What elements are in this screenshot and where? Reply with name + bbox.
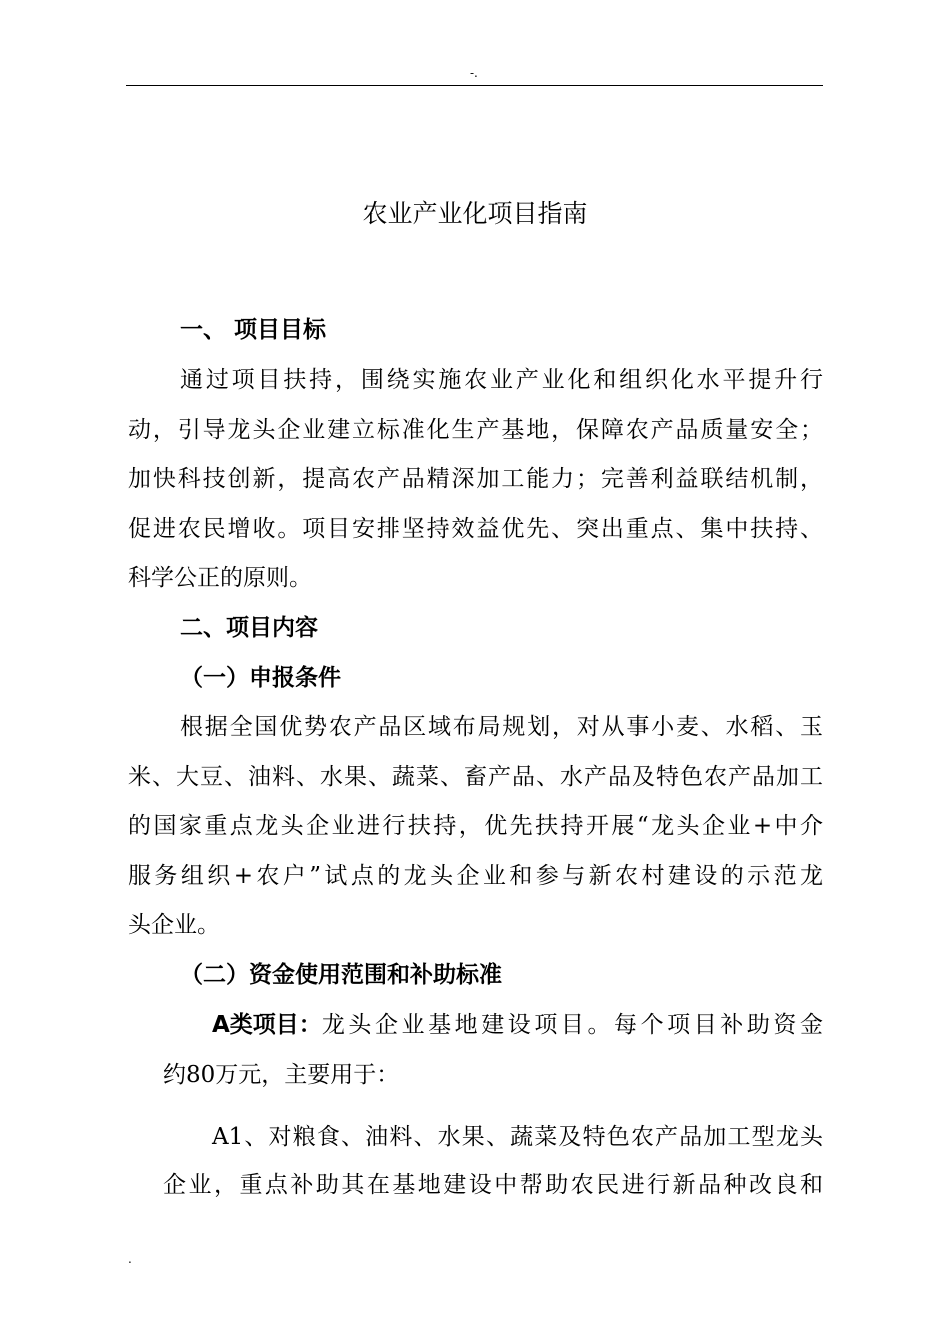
subsection1-line-1: 根据全国优势农产品区域布局规划，对从事小麦、水稻、玉 [180, 714, 823, 740]
section1-line-5: 科学公正的原则。 [128, 565, 312, 591]
section1-line-1: 通过项目扶持，围绕实施农业产业化和组织化水平提升行 [180, 367, 823, 393]
subsection1-line-5: 头企业。 [128, 912, 220, 938]
category-a-text: 龙头企业基地建设项目。每个项目补助资金 [321, 1012, 823, 1038]
subsection1-line-2: 米、大豆、油料、水果、蔬菜、畜产品、水产品及特色农产品加工 [128, 764, 823, 790]
section2-heading: 二、项目内容 [180, 615, 318, 641]
category-a-line-1 [212, 1008, 823, 1042]
subsection1-line-3: 的国家重点龙头企业进行扶持，优先扶持开展“龙头企业+中介 [128, 813, 823, 839]
footer-mark: . [128, 1252, 132, 1266]
header-rule [126, 85, 823, 86]
subsection2-heading: （二）资金使用范围和补助标准 [180, 962, 502, 988]
header-mark: -. [470, 66, 478, 80]
section1-line-4: 促进农民增收。项目安排坚持效益优先、突出重点、集中扶持、 [128, 516, 823, 542]
section1-heading: 一、 项目目标 [180, 317, 327, 343]
subsection1-line-4: 服务组织+农户”试点的龙头企业和参与新农村建设的示范龙 [128, 863, 823, 889]
a1-line-1: A1、对粮食、油料、水果、蔬菜及特色农产品加工型龙头 [212, 1124, 823, 1150]
subsection1-heading: （一）申报条件 [180, 665, 341, 691]
a1-line-2: 企业，重点补助其在基地建设中帮助农民进行新品种改良和 [163, 1172, 823, 1198]
category-a-label: A类项目： [212, 1012, 322, 1038]
category-a-line-2: 约80万元，主要用于： [163, 1062, 400, 1088]
page-title: 农业产业化项目指南 [362, 199, 588, 228]
section1-line-3: 加快科技创新，提高农产品精深加工能力；完善利益联结机制， [128, 466, 823, 492]
section1-line-2: 动，引导龙头企业建立标准化生产基地，保障农产品质量安全； [128, 417, 823, 443]
